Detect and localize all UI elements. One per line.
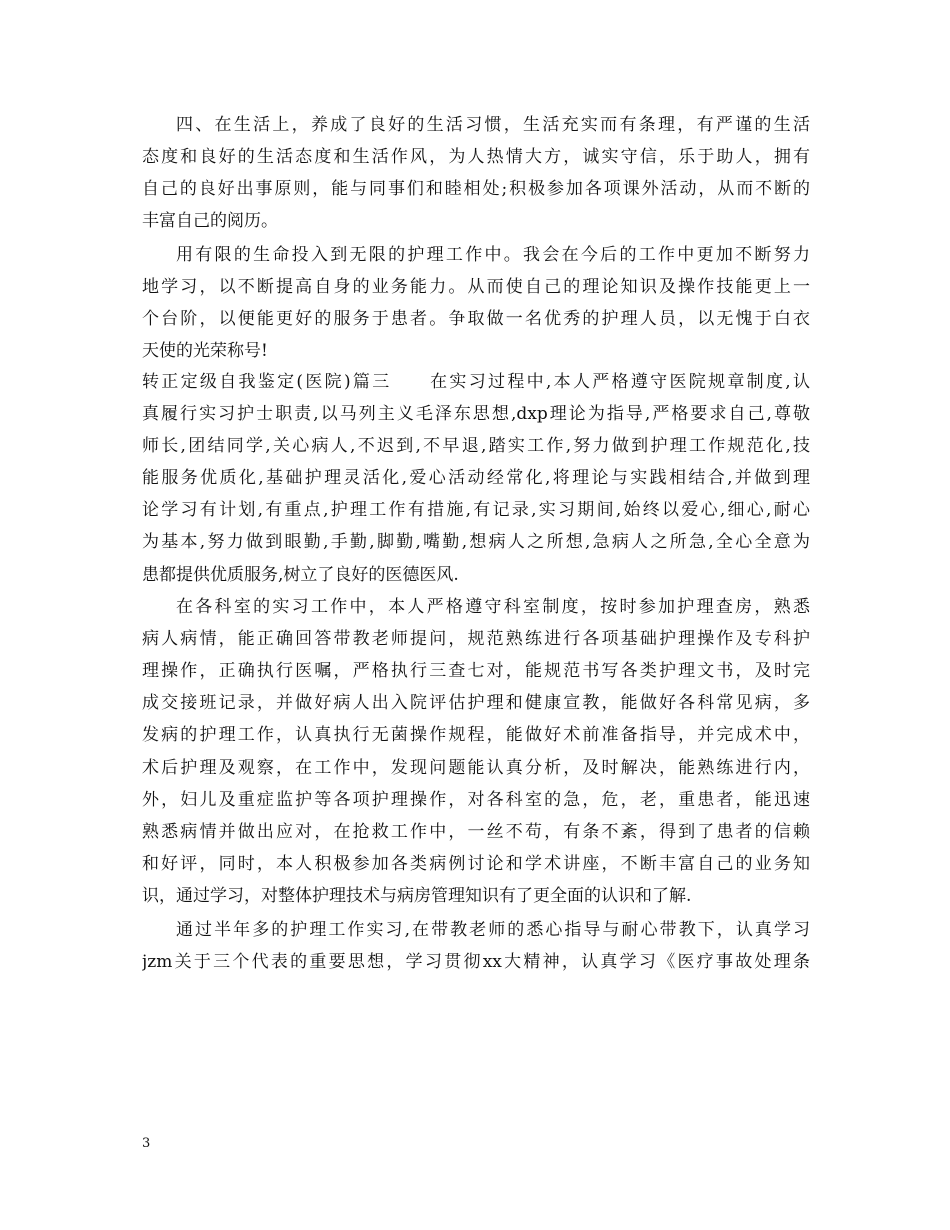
text-line: 自己的良好出事原则，能与同事们和睦相处;积极参加各项课外活动，从而不断的 — [142, 179, 810, 199]
text-line: jzm关于三个代表的重要思想，学习贯彻xx大精神，认真学习《医疗事故处理条 — [142, 952, 810, 972]
text-line: 熟悉病情并做出应对，在抢救工作中，一丝不苟，有条不紊，得到了患者的信赖 — [142, 822, 810, 842]
text-line: 通过半年多的护理工作实习,在带教老师的悉心指导与耐心带教下，认真学习 — [176, 920, 810, 940]
text-line: 丰富自己的阅历。 — [142, 211, 278, 231]
text-line: 识，通过学习，对整体护理技术与病房管理知识有了更全面的认识和了解. — [142, 886, 692, 906]
text-line: 论学习有计划,有重点,护理工作有措施,有记录,实习期间,始终以爱心,细心,耐心 — [142, 500, 810, 520]
text-line: 为基本,努力做到眼勤,手勤,脚勤,嘴勤,想病人之所想,急病人之所急,全心全意为 — [142, 532, 810, 552]
text-line: 和好评，同时，本人积极参加各类病例讨论和学术讲座，不断丰富自己的业务知 — [142, 854, 810, 874]
text-line: 术后护理及观察，在工作中，发现问题能认真分析，及时解决，能熟练进行内， — [142, 758, 810, 778]
text-line: 患都提供优质服务,树立了良好的医德医风. — [142, 565, 459, 585]
text-line: 在各科室的实习工作中，本人严格遵守科室制度，按时参加护理查房，熟悉 — [176, 597, 810, 617]
text-line: 态度和良好的生活态度和生活作风，为人热情大方，诚实守信，乐于助人，拥有 — [142, 147, 810, 167]
text-line: 师长,团结同学,关心病人,不迟到,不早退,踏实工作,努力做到护理工作规范化,技 — [142, 436, 810, 456]
text-line: 外，妇儿及重症监护等各项护理操作，对各科室的急，危，老，重患者，能迅速 — [142, 790, 810, 810]
text-line: 四、在生活上，养成了良好的生活习惯，生活充实而有条理，有严谨的生活 — [176, 115, 810, 135]
section-heading-line: 转正定级自我鉴定(医院)篇三 在实习过程中,本人严格遵守医院规章制度,认 — [142, 372, 810, 392]
text-line: 地学习，以不断提高自身的业务能力。从而使自己的理论知识及操作技能更上一 — [142, 277, 810, 297]
page-number: 3 — [142, 1136, 151, 1151]
text-line: 能服务优质化,基础护理灵活化,爱心活动经常化,将理论与实践相结合,并做到理 — [142, 468, 810, 488]
text-line: 用有限的生命投入到无限的护理工作中。我会在今后的工作中更加不断努力 — [176, 245, 810, 265]
text-line: 天使的光荣称号! — [142, 341, 268, 361]
text-line: 真履行实习护士职责,以马列主义毛泽东思想,dxp理论为指导,严格要求自己,尊敬 — [142, 404, 810, 424]
text-line: 成交接班记录，并做好病人出入院评估护理和健康宣教，能做好各科常见病，多 — [142, 693, 810, 713]
text-line: 理操作，正确执行医嘱，严格执行三查七对，能规范书写各类护理文书，及时完 — [142, 661, 810, 681]
text-line: 个台阶，以便能更好的服务于患者。争取做一名优秀的护理人员，以无愧于白衣 — [142, 309, 810, 329]
text-line: 发病的护理工作，认真执行无菌操作规程，能做好术前准备指导，并完成术中， — [142, 725, 810, 745]
text-line: 病人病情，能正确回答带教老师提问，规范熟练进行各项基础护理操作及专科护 — [142, 629, 810, 649]
